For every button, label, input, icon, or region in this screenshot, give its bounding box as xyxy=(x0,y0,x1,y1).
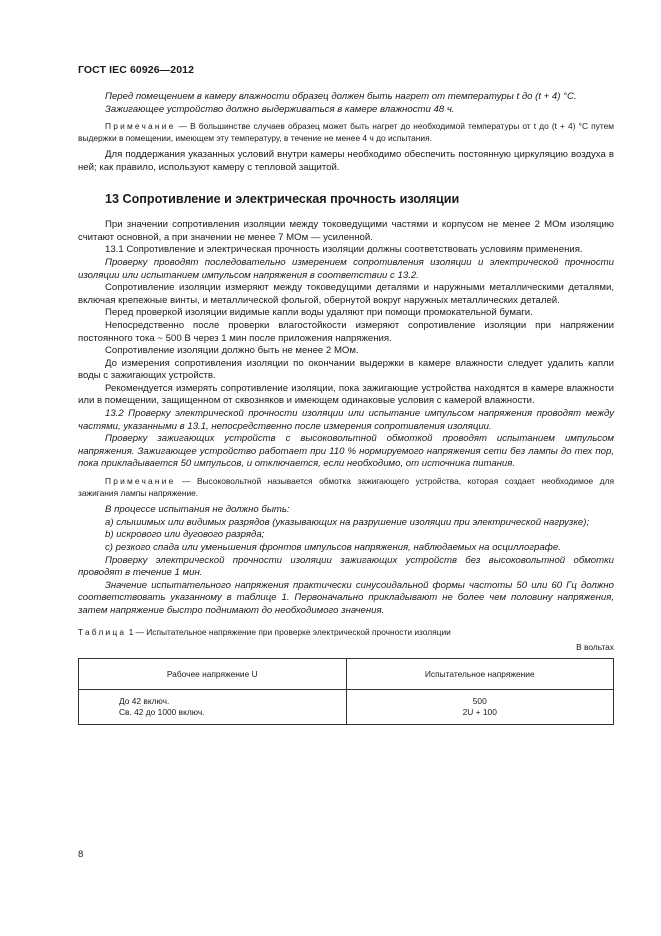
table-caption xyxy=(78,627,614,638)
paragraph-13-2: 13.2 Проверку электрической прочности изоляции или испытание импульсом напряжения проводят между частями, указанными в 13.1, непосредственно после измерения сопротивления изоляции. xyxy=(78,408,614,432)
paragraph-dc-measure: Непосредственно после проверки влагостойкости измеряют сопротивление изоляции при напряжении постоянного тока ~ 500 В через 1 мин после приложения напряжения. xyxy=(78,319,614,344)
paragraph-circulation: Для поддержания указанных условий внутри камеры необходимо обеспечить постоянную циркуляцию воздуха в ней; как правило, используют камеру с тепловой защитой. xyxy=(78,149,614,173)
voltage-table xyxy=(78,658,614,725)
table-cell-value: До 42 включ. xyxy=(119,695,170,706)
page-number: 8 xyxy=(78,849,84,860)
list-item-a: a) слышимых или видимых разрядов (указывающих на разрушение изоляции при электрической нагрузке); xyxy=(105,516,590,528)
paragraph-test-voltage: Значение испытательного напряжения практически синусоидальной формы частоты 50 или 60 Гц должно соответствовать указанному в таблице 1. Первоначально прикладывают не более чем половину напряжения, затем напряжение быстро поднимают до необходимого значения. xyxy=(78,579,614,616)
paragraph-during-test: В процессе испытания не должно быть: xyxy=(105,504,290,516)
document-header: ГОСТ IEC 60926—2012 xyxy=(78,64,195,76)
note-text: — Высоковольтной называется обмотка зажигающего устройства, которая создает необходимое для зажигания лампы напряжение. xyxy=(78,476,614,498)
paragraph-preheat: Перед помещением в камеру влажности образец должен быть нагрет от температуры t до (t + 4) °С. xyxy=(105,91,577,102)
paragraph-remove-drops: До измерения сопротивления изоляции по окончании выдержки в камере влажности следует удалить капли воды с зажигающих устройств. xyxy=(78,357,614,382)
table-cell-value: 2U + 100 xyxy=(462,707,497,718)
table-cell-test-voltage xyxy=(346,690,614,725)
note-high-voltage xyxy=(78,476,614,499)
table-cell-value: 500 xyxy=(472,695,487,706)
paragraph-no-hv-winding: Проверку электрической прочности изоляции зажигающих устройств без высоковольтной обмотки проводят в течение 1 мин. xyxy=(78,554,614,579)
paragraph-min-resistance: Сопротивление изоляции должно быть не менее 2 МОм. xyxy=(105,345,359,357)
list-item-c: c) резкого спада или уменьшения фронтов импульсов напряжения, наблюдаемых на осциллографе. xyxy=(105,542,561,553)
paragraph-humidity-duration: Зажигающее устройство должно выдерживаться в камере влажности 48 ч. xyxy=(105,103,455,115)
paragraph-impulse-test: Проверку зажигающих устройств с высоковольтной обмоткой проводят испытанием импульсом напряжения. Зажигающее устройство работает при 110 % нормируемого напряжения сети без лампы до тех пор, пока прикладывается 50 импульсов, и отключается, если необходимо, от источника питания. xyxy=(78,433,614,470)
section-title: 13 Сопротивление и электрическая прочность изоляции xyxy=(105,191,460,206)
paragraph-measure-points: Сопротивление изоляции измеряют между токоведущими деталями и наружными металлическими деталями, включая крепежные винты, и металлической фольгой, обернутой вокруг наружных металлических деталей. xyxy=(78,282,614,306)
list-item-b: b) искрового или дугового разряда; xyxy=(105,529,265,541)
note-preheat xyxy=(78,121,614,144)
note-label: Примечание xyxy=(105,121,176,132)
table-cell-value: Св. 42 до 1000 включ. xyxy=(119,707,205,718)
table-header-test-voltage: Испытательное напряжение xyxy=(346,659,614,690)
paragraph-check-sequence: Проверку проводят последовательно измерением сопротивления изоляции и электрической прочности изоляции или испытанием импульсом напряжения в соответствии с 13.2. xyxy=(78,256,614,281)
document-body xyxy=(78,91,614,725)
table-unit: В вольтах xyxy=(576,641,614,652)
paragraph-13-1: 13.1 Сопротивление и электрическая прочность изоляции должны соответствовать условиям применения. xyxy=(105,244,583,256)
table-header-row xyxy=(79,659,614,690)
paragraph-blotting: Перед проверкой изоляции видимые капли воды удаляют при помощи промокательной бумаги. xyxy=(105,307,533,319)
paragraph-insulation-basic: При значении сопротивления изоляции между токоведущими частями и корпусом не менее 2 МОм изоляцию считают основной, а при значении не менее 7 МОм — усиленной. xyxy=(78,219,614,243)
table-header-working-voltage: Рабочее напряжение U xyxy=(79,659,347,690)
note-label: Примечание xyxy=(105,476,176,487)
table-caption-text: 1 — Испытательное напряжение при проверке электрической прочности изоляции xyxy=(126,626,451,637)
paragraph-recommendation: Рекомендуется измерять сопротивление изоляции, пока зажигающие устройства находятся в камере влажности или в помещении, защищенном от сквозняков и имеющем одинаковые условия с камерой влажности. xyxy=(78,382,614,407)
table-row xyxy=(79,690,614,725)
table-caption-label: Таблица xyxy=(78,626,127,637)
note-text: — В большинстве случаев образец может быть нагрет до необходимой температуры от t до (t + 4) °С путем выдержки в помещении, имеющем эту температуру, в течение не менее 4 ч до испытания. xyxy=(78,121,614,143)
table-cell-working-voltage xyxy=(79,690,347,725)
